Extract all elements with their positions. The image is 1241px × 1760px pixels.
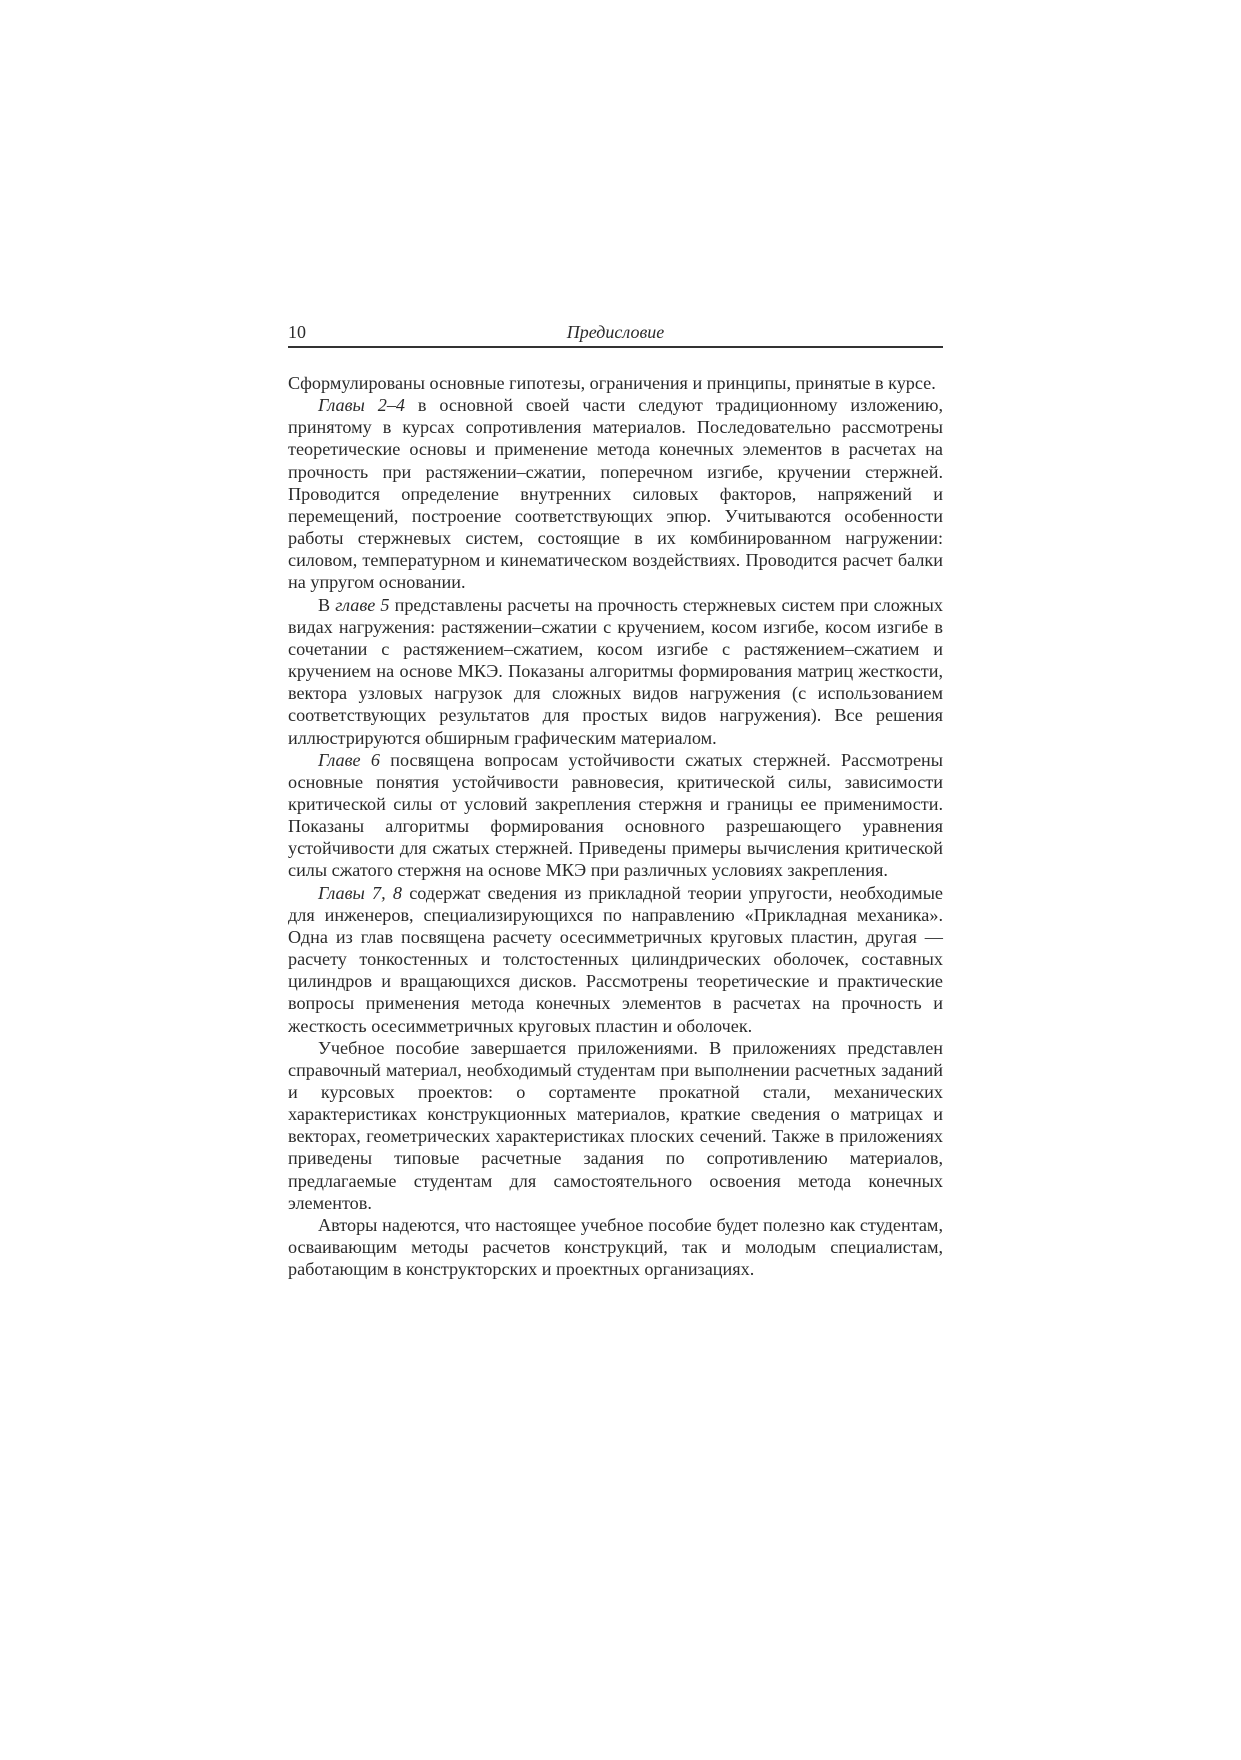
paragraph-4: Главе 6 посвящена вопросам устойчивости сжатых стержней. Рассмотрены основные понятия устойчивости равновесия, критической силы, зависимости критической силы от условий закрепления стержня и границы ее применимости. Показаны алгоритмы формирования основного разрешающего уравнения устойчивости для сжатых стержней. Приведены примеры вычисления критической силы сжатого стержня на основе МКЭ при различных условиях закрепления.	[288, 749, 943, 881]
body-text	[288, 372, 943, 1280]
chapter-reference: Главе 6	[318, 749, 380, 770]
paragraph-1: Сформулированы основные гипотезы, ограничения и принципы, принятые в курсе.	[288, 373, 936, 393]
chapter-reference: Главы 7, 8	[318, 882, 402, 903]
chapter-reference: главе 5	[335, 594, 390, 615]
paragraph-5: Главы 7, 8 содержат сведения из прикладной теории упругости, необходимые для инженеров, специализирующихся по направлению «Прикладная механика». Одна из глав посвящена расчету осесимметричных круговых пластин, другая — расчету тонкостенных и толстостенных цилиндрических оболочек, составных цилиндров и вращающихся дисков. Рассмотрены теоретические и практические вопросы применения метода конечных элементов в расчетах на прочность и жесткость осесимметричных круговых пластин и оболочек.	[288, 882, 943, 1036]
book-page	[288, 318, 943, 1280]
section-title: Предисловие	[566, 322, 665, 342]
paragraph-7: Авторы надеются, что настоящее учебное пособие будет полезно как студентам, осваивающим методы расчетов конструкций, так и молодым специалистам, работающим в конструкторских и проектных организациях.	[288, 1214, 943, 1280]
paragraph-2: Главы 2–4 в основной своей части следуют традиционному изложению, принятому в курсах сопротивления материалов. Последовательно рассмотрены теоретические основы и применение метода конечных элементов в расчетах на прочность при растяжении–сжатии, поперечном изгибе, кручении стержней. Проводится определение внутренних силовых факторов, напряжений и перемещений, построение соответствующих эпюр. Учитываются особенности работы стержневых систем, состоящие в их комбинированном нагружении: силовом, температурном и кинематическом воздействиях. Проводится расчет балки на упругом основании.	[288, 395, 943, 593]
paragraph-3: В главе 5 представлены расчеты на прочность стержневых систем при сложных видах нагружения: растяжении–сжатии с кручением, косом изгибе, косом изгибе в сочетании с растяжением–сжатием, косом изгибе с растяжением–сжатием и кручением на основе МКЭ. Показаны алгоритмы формирования матриц жесткости, вектора узловых нагрузок для сложных видов нагружения (с использованием соответствующих результатов для простых видов нагружения). Все решения иллюстрируются обширным графическим материалом.	[288, 594, 943, 748]
running-head	[288, 318, 943, 348]
page-number: 10	[288, 322, 306, 342]
chapter-reference: Главы 2–4	[318, 395, 406, 416]
paragraph-6: Учебное пособие завершается приложениями. В приложениях представлен справочный материал, необходимый студентам при выполнении расчетных заданий и курсовых проектов: о сортаменте прокатной стали, механических характеристиках конструкционных материалов, краткие сведения о матрицах и векторах, геометрических характеристиках плоских сечений. Также в приложениях приведены типовые расчетные задания по сопротивлению материалов, предлагаемые студентам для самостоятельного освоения метода конечных элементов.	[288, 1037, 943, 1213]
